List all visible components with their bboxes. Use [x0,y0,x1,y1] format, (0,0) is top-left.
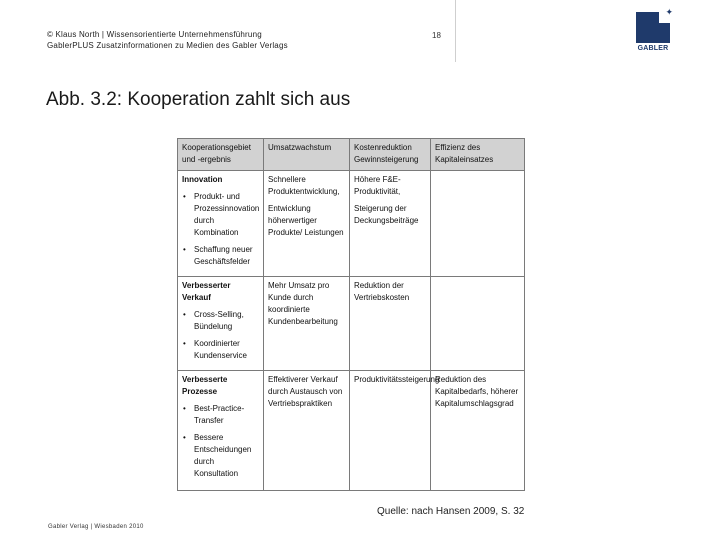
bullet-item: • Bessere Entscheidungen durch Konsultation [182,432,259,480]
bullet-list [182,403,259,480]
logo-wordmark: GABLER [637,45,669,52]
table-row [178,277,525,371]
bullet-item: • Best-Practice-Transfer [182,403,259,427]
bullet-item: • Koordinierter Kundenservice [182,338,259,362]
cell-text: Effektiverer Verkauf durch Austausch von Vertriebspraktiken [268,375,343,408]
header-cell: Kooperationsgebiet und -ergebnis [178,139,264,171]
bullet-item: • Cross-Selling, Bündelung [182,309,259,333]
cooperation-table [177,138,525,491]
bullet-item: • Produkt- und Prozessinnovation durch Kombination [182,191,259,239]
header-cell: Effizienz des Kapitaleinsatzes [431,139,525,171]
capital-cell [431,371,525,491]
slide-title: Abb. 3.2: Kooperation zahlt sich aus [46,89,351,110]
cost-cell [350,371,440,491]
cell-text: Reduktion der Vertriebskosten [354,281,410,302]
cell-text: Steigerung der Deckungsbeiträge [354,204,419,225]
header-cell: Kostenreduktion Gewinnsteigerung [350,139,431,171]
cell-text: Reduktion des Kapitalbedarfs, höherer Kapitalumschlagsgrad [435,375,519,408]
cell-text: Schnellere Produktentwicklung, [268,175,340,196]
page-number: 18 [432,31,441,40]
area-cell [178,371,264,491]
bullet-list [182,191,259,268]
area-cell [178,277,264,371]
growth-cell [264,371,350,491]
capital-cell [431,171,525,277]
cell-text: Entwicklung höherwertiger Produkte/ Leistungen [268,204,344,237]
cost-cell [350,277,431,371]
growth-cell [264,171,350,277]
logo-star-icon: ✦ [665,7,673,17]
header-divider [455,0,456,62]
bullet-item: • Schaffung neuer Geschäftsfelder [182,244,259,268]
footer-text: Gabler Verlag | Wiesbaden 2010 [48,524,144,530]
bullet-list [182,309,259,362]
area-title: Innovation [182,175,223,184]
growth-cell [264,277,350,371]
area-cell [178,171,264,277]
header-cell: Umsatzwachstum [264,139,350,171]
gabler-logo [636,7,673,54]
capital-cell [431,277,525,371]
header-line-2: GablerPLUS Zusatzinformationen zu Medien des Gabler Verlags [47,41,288,50]
header-line-1: © Klaus North | Wissensorientierte Unternehmensführung [47,30,262,39]
table-header-row [178,139,525,171]
cell-text: Mehr Umsatz pro Kunde durch koordinierte Kundenbearbeitung [268,281,338,326]
area-title: Verbesserter Verkauf [182,281,231,302]
area-title: Verbesserte Prozesse [182,375,228,396]
header-text [47,29,407,51]
cell-text: Höhere F&E-Produktivität, [354,175,401,196]
table-row [178,171,525,277]
source-citation: Quelle: nach Hansen 2009, S. 32 [377,506,525,517]
cell-text: Produktivitätssteigerung [354,375,440,384]
table-row [178,371,525,491]
cost-cell [350,171,431,277]
